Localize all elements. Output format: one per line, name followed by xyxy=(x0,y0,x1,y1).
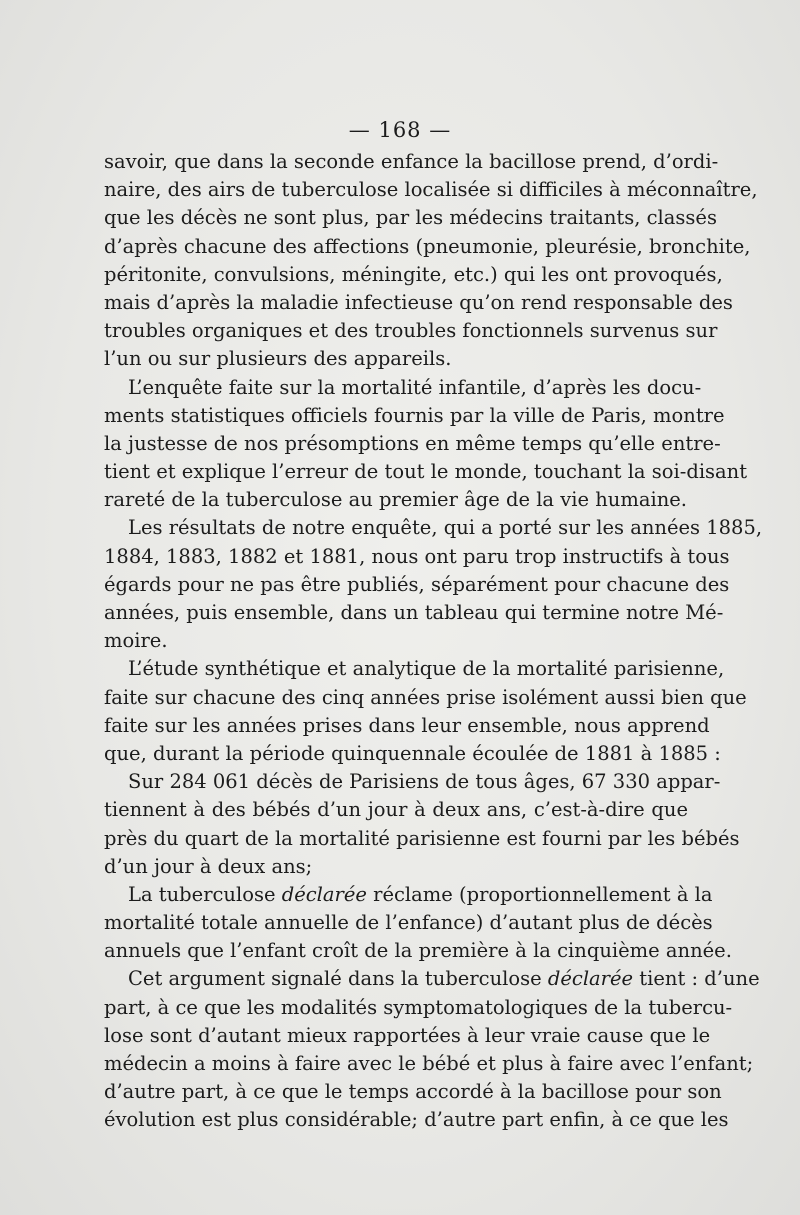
text-line: évolution est plus considérable; d’autre part enfin, à ce que les xyxy=(104,1108,729,1132)
text-line: péritonite, convulsions, méningite, etc.) qui les ont provoqués, xyxy=(104,262,723,286)
text-line: L’enquête faite sur la mortalité infantile, d’après les docu- xyxy=(128,375,702,399)
text-line: annuels que l’enfant croît de la première à la cinquième année. xyxy=(104,939,732,963)
text-line: mais d’après la maladie infectieuse qu’on rend responsable des xyxy=(104,290,733,314)
text-line: L’étude synthétique et analytique de la mortalité parisienne, xyxy=(128,657,725,681)
text-line xyxy=(104,965,760,993)
text-line: d’autre part, à ce que le temps accordé à la bacillose pour son xyxy=(104,1080,722,1104)
page-number: — 168 — xyxy=(348,118,452,142)
text-line: Sur 284 061 décès de Parisiens de tous âges, 67 330 appar- xyxy=(128,770,721,794)
text-line: tiennent à des bébés d’un jour à deux ans, c’est-à-dire que xyxy=(104,798,688,822)
text-line: troubles organiques et des troubles fonctionnels survenus sur xyxy=(104,319,718,343)
text-segment: tient : d’une xyxy=(633,967,760,991)
text-line: faite sur les années prises dans leur ensemble, nous apprend xyxy=(104,713,710,737)
text-segment: La tuberculose xyxy=(128,882,282,906)
text-line: rareté de la tuberculose au premier âge de la vie humaine. xyxy=(104,488,688,512)
text-line: la justesse de nos présomptions en même temps qu’elle entre- xyxy=(104,431,721,455)
italic-term: déclarée xyxy=(547,967,634,991)
text-line: que, durant la période quinquennale écoulée de 1881 à 1885 : xyxy=(104,741,721,765)
text-line: que les décès ne sont plus, par les médecins traitants, classés xyxy=(104,206,717,230)
text-line: l’un ou sur plusieurs des appareils. xyxy=(104,347,452,371)
text-line: naire, des airs de tuberculose localisée si difficiles à méconnaître, xyxy=(104,178,758,202)
text-line: mortalité totale annuelle de l’enfance) d’autant plus de décès xyxy=(104,911,713,935)
text-line: Les résultats de notre enquête, qui a porté sur les années 1885, xyxy=(128,516,763,540)
body-text xyxy=(104,148,763,1135)
text-line: années, puis ensemble, dans un tableau qui termine notre Mé- xyxy=(104,601,724,624)
text-line: ments statistiques officiels fournis par la ville de Paris, montre xyxy=(104,403,725,427)
text-line xyxy=(104,881,713,909)
text-line: part, à ce que les modalités symptomatologiques de la tubercu- xyxy=(104,995,733,1019)
text-line: lose sont d’autant mieux rapportées à leur vraie cause que le xyxy=(104,1023,711,1047)
text-segment: Cet argument signalé dans la tuberculose xyxy=(128,967,548,991)
text-line: égards pour ne pas être publiés, séparément pour chacune des xyxy=(104,572,730,596)
text-line: d’après chacune des affections (pneumonie, pleurésie, bronchite, xyxy=(104,234,751,258)
text-line: médecin a moins à faire avec le bébé et plus à faire avec l’enfant; xyxy=(104,1052,754,1075)
text-line: moire. xyxy=(104,629,168,653)
text-line: faite sur chacune des cinq années prise isolément aussi bien que xyxy=(104,685,747,709)
text-line: d’un jour à deux ans; xyxy=(104,854,313,878)
italic-term: déclarée xyxy=(281,882,367,906)
text-segment: réclame (proportionnellement à la xyxy=(366,882,713,906)
text-line: savoir, que dans la seconde enfance la bacillose prend, d’ordi- xyxy=(104,150,719,173)
text-line: tient et explique l’erreur de tout le monde, touchant la soi-disant xyxy=(104,460,748,484)
text-line: près du quart de la mortalité parisienne est fourni par les bébés xyxy=(104,826,740,850)
text-line: 1884, 1883, 1882 et 1881, nous ont paru trop instructifs à tous xyxy=(104,544,730,568)
